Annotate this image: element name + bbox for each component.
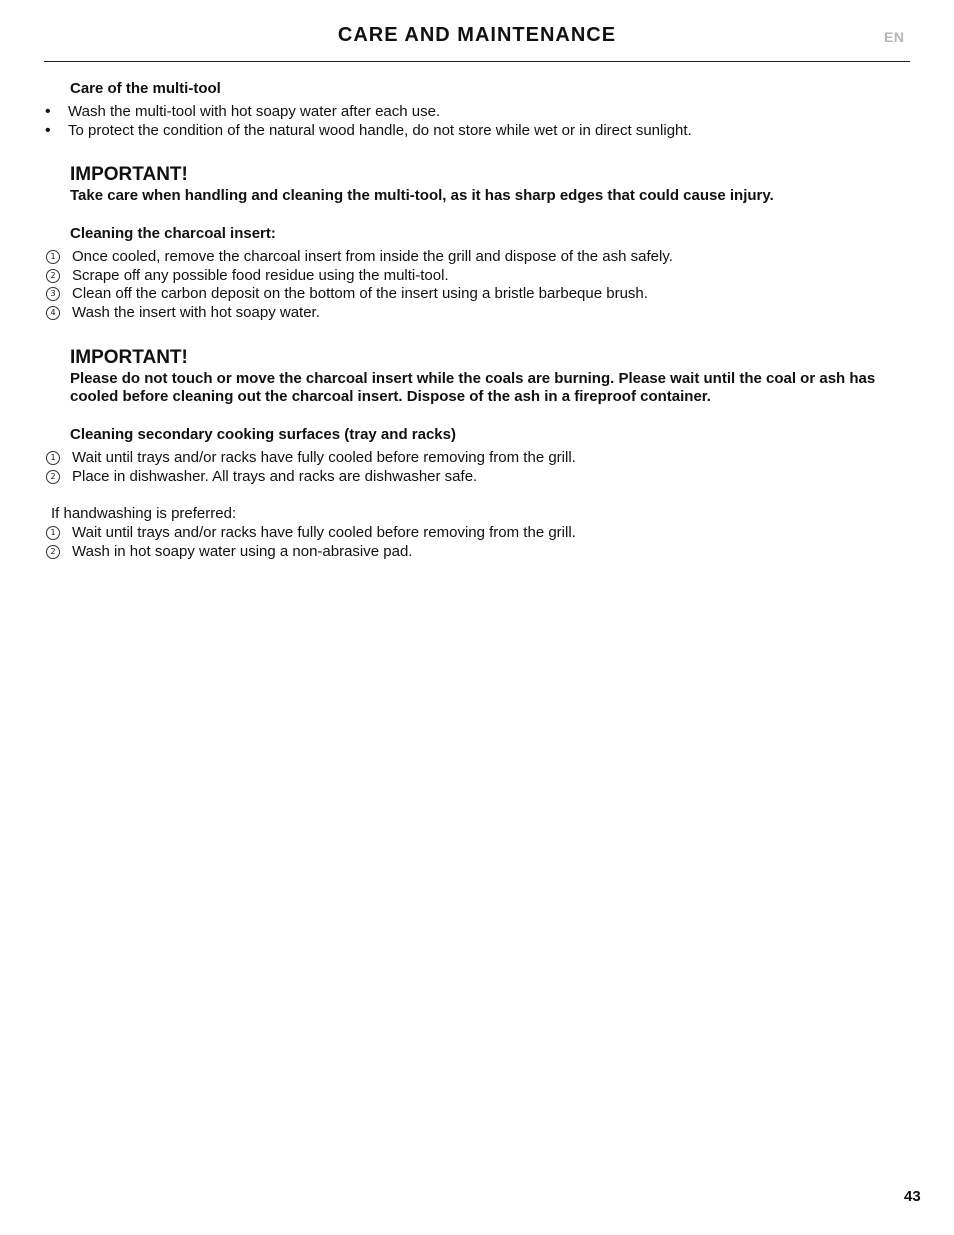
step-number-icon: 1 [46,451,60,465]
page-title: CARE AND MAINTENANCE [337,24,617,46]
step-text: Clean off the carbon deposit on the bottom of the insert using a bristle barbeque brush. [72,285,648,302]
list-item-text: To protect the condition of the natural wood handle, do not store while wet or in direct sunlight. [68,122,692,139]
language-tag: EN [884,29,905,45]
step-number-icon: 3 [46,287,60,301]
step-number-icon: 4 [46,306,60,320]
bullet-icon: • [45,122,51,139]
multitool-heading: Care of the multi-tool [70,80,221,97]
step-number-icon: 1 [46,526,60,540]
header-divider [44,61,910,62]
secondary-heading: Cleaning secondary cooking surfaces (tray and racks) [70,426,456,443]
handwash-intro: If handwashing is preferred: [51,505,237,522]
step-number-icon: 2 [46,470,60,484]
step-text: Once cooled, remove the charcoal insert from inside the grill and dispose of the ash safely. [72,248,673,265]
step-text: Wash in hot soapy water using a non-abrasive pad. [72,543,413,560]
important-warning-text: Please do not touch or move the charcoal insert while the coals are burning. Please wait until the coal or ash has cooled before cleaning out the charcoal insert. Dispose of the ash in a fireproof container. [70,370,876,405]
step-text: Wait until trays and/or racks have fully cooled before removing from the grill. [72,524,576,541]
step-text: Scrape off any possible food residue using the multi-tool. [72,267,449,284]
important-heading: IMPORTANT! [70,164,188,185]
step-number-icon: 2 [46,545,60,559]
step-text: Place in dishwasher. All trays and racks are dishwasher safe. [72,468,478,485]
list-item-text: Wash the multi-tool with hot soapy water after each use. [68,103,441,120]
important-warning-text: Take care when handling and cleaning the multi-tool, as it has sharp edges that could cause injury. [70,187,774,204]
step-text: Wait until trays and/or racks have fully cooled before removing from the grill. [72,449,576,466]
step-number-icon: 2 [46,269,60,283]
important-heading: IMPORTANT! [70,347,188,368]
bullet-icon: • [45,103,51,120]
charcoal-heading: Cleaning the charcoal insert: [70,225,276,242]
step-number-icon: 1 [46,250,60,264]
step-text: Wash the insert with hot soapy water. [72,304,320,321]
page-number: 43 [904,1188,921,1205]
